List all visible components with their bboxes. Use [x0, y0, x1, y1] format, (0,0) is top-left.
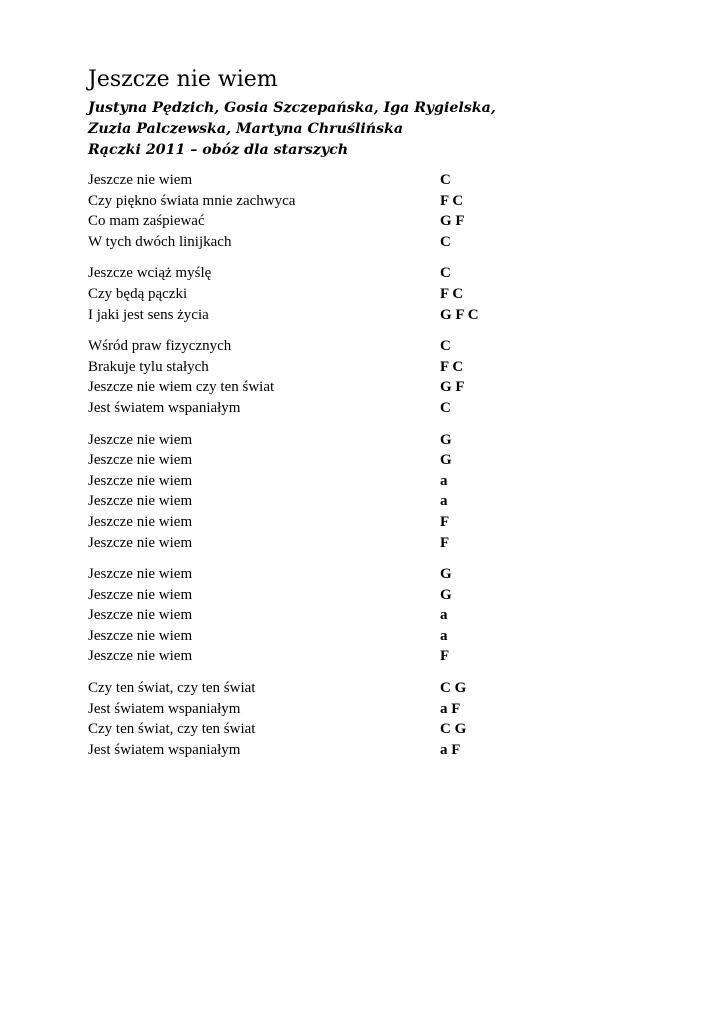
verse — [88, 336, 648, 418]
lyric-text: Jeszcze wciąż myślę — [88, 265, 212, 282]
chord-label: G — [440, 452, 452, 469]
chord-label: G — [440, 431, 452, 448]
lyric-line — [88, 170, 648, 191]
lyric-text: Jeszcze nie wiem — [88, 627, 193, 644]
lyric-line — [88, 232, 648, 253]
song-source: Rączki 2011 – obóz dla starszych — [88, 142, 349, 158]
lyric-text: Wśród praw fizycznych — [88, 338, 232, 355]
lyric-line — [88, 512, 648, 533]
verse — [88, 430, 648, 554]
chord-label: F C — [440, 285, 464, 302]
chord-label: C G — [440, 721, 467, 738]
chord-label: a — [440, 472, 448, 489]
verse — [88, 564, 648, 667]
lyric-line — [88, 450, 648, 471]
chord-label: G F C — [440, 306, 479, 323]
chord-label: a — [440, 627, 448, 644]
lyric-text: Jest światem wspaniałym — [88, 399, 241, 416]
lyric-line — [88, 626, 648, 647]
lyric-line — [88, 191, 648, 212]
lyric-line — [88, 430, 648, 451]
lyric-line — [88, 533, 648, 554]
chord-label: C — [440, 399, 451, 416]
lyric-text: Jeszcze nie wiem — [88, 607, 193, 624]
lyric-text: Jeszcze nie wiem — [88, 452, 193, 469]
chord-label: C — [440, 338, 451, 355]
chord-label: G — [440, 566, 452, 583]
chord-label: F — [440, 534, 450, 551]
chord-label: a — [440, 607, 448, 624]
authors-line-1: Justyna Pędzich, Gosia Szczepańska, Iga Rygielska, — [88, 100, 496, 116]
verse — [88, 263, 648, 325]
lyric-text: Brakuje tylu stałych — [88, 358, 209, 375]
lyric-line — [88, 740, 648, 761]
chord-label: a — [440, 493, 448, 510]
chord-label: a F — [440, 741, 461, 758]
authors-line-2: Zuzia Palczewska, Martyna Chruślińska — [88, 121, 404, 137]
lyric-text: Jeszcze nie wiem — [88, 431, 193, 448]
chord-label: G F — [440, 379, 465, 396]
lyric-text: Czy będą pączki — [88, 285, 188, 302]
lyric-line — [88, 585, 648, 606]
lyric-line — [88, 646, 648, 667]
lyric-line — [88, 211, 648, 232]
verse — [88, 170, 648, 252]
lyric-text: Jeszcze nie wiem — [88, 513, 193, 530]
lyric-line — [88, 678, 648, 699]
chord-label: C — [440, 172, 451, 188]
lyric-line — [88, 336, 648, 357]
lyric-text: Czy piękno świata mnie zachwyca — [88, 192, 296, 209]
lyric-text: Jest światem wspaniałym — [88, 741, 241, 758]
lyric-line — [88, 263, 648, 284]
lyric-text: Jest światem wspaniałym — [88, 700, 241, 717]
lyric-text: Czy ten świat, czy ten świat — [88, 680, 256, 697]
lyric-text: Co mam zaśpiewać — [88, 213, 205, 230]
lyric-text: Jeszcze nie wiem — [88, 586, 193, 603]
lyric-line — [88, 719, 648, 740]
lyric-text: Jeszcze nie wiem — [88, 493, 193, 510]
lyric-text: Jeszcze nie wiem — [88, 648, 193, 665]
chord-label: F — [440, 513, 450, 530]
lyric-line — [88, 564, 648, 585]
chord-label: C — [440, 265, 451, 282]
chord-label: G F — [440, 213, 465, 230]
song-page — [88, 66, 648, 771]
chord-label: F C — [440, 192, 464, 209]
lyric-text: Jeszcze nie wiem czy ten świat — [88, 379, 275, 396]
chord-label: a F — [440, 700, 461, 717]
lyric-text: Jeszcze nie wiem — [88, 172, 193, 188]
lyric-line — [88, 605, 648, 626]
lyric-text: Jeszcze nie wiem — [88, 534, 193, 551]
verse — [88, 678, 648, 760]
lyric-line — [88, 377, 648, 398]
lyric-text: I jaki jest sens życia — [88, 306, 209, 323]
lyric-line — [88, 471, 648, 492]
chord-label: F C — [440, 358, 464, 375]
lyrics-with-chords — [88, 170, 648, 760]
song-credits — [88, 98, 648, 161]
lyric-line — [88, 398, 648, 419]
lyric-text: W tych dwóch linijkach — [88, 233, 232, 250]
lyric-line — [88, 305, 648, 326]
chord-label: C — [440, 233, 451, 250]
lyric-line — [88, 357, 648, 378]
song-title: Jeszcze nie wiem — [88, 67, 278, 92]
lyric-text: Czy ten świat, czy ten świat — [88, 721, 256, 738]
chord-label: G — [440, 586, 452, 603]
lyric-text: Jeszcze nie wiem — [88, 472, 193, 489]
chord-label: C G — [440, 680, 467, 697]
lyric-text: Jeszcze nie wiem — [88, 566, 193, 583]
lyric-line — [88, 284, 648, 305]
lyric-line — [88, 491, 648, 512]
lyric-line — [88, 699, 648, 720]
chord-label: F — [440, 648, 450, 665]
